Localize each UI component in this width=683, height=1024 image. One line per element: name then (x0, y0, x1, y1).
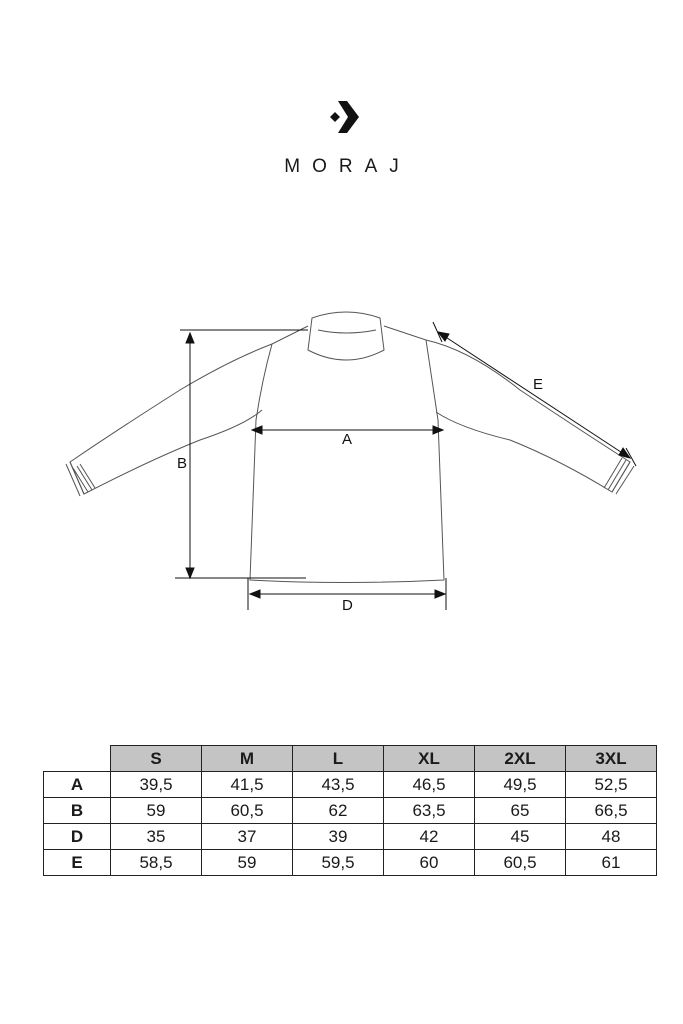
table-cell: 59 (111, 798, 202, 824)
table-row (44, 850, 657, 876)
size-header: M (202, 746, 293, 772)
table-cell: 42 (384, 824, 475, 850)
label-e: E (533, 376, 544, 393)
size-header: 2XL (475, 746, 566, 772)
table-cell: 60,5 (202, 798, 293, 824)
table-cell: 60,5 (475, 850, 566, 876)
table-cell: 49,5 (475, 772, 566, 798)
table-cell: 46,5 (384, 772, 475, 798)
size-table (43, 745, 657, 876)
table-cell: 35 (111, 824, 202, 850)
table-cell: 39 (293, 824, 384, 850)
table-cell: 62 (293, 798, 384, 824)
table-cell: 59,5 (293, 850, 384, 876)
table-cell: 48 (566, 824, 657, 850)
row-label: E (44, 850, 111, 876)
size-table-header (44, 746, 657, 772)
table-cell: 63,5 (384, 798, 475, 824)
moraj-logo-icon (320, 95, 364, 139)
table-cell: 41,5 (202, 772, 293, 798)
brand-name: MORAJ (284, 156, 411, 177)
table-row (44, 824, 657, 850)
sweater-measurement-diagram (0, 300, 683, 630)
row-label: A (44, 772, 111, 798)
table-cell: 45 (475, 824, 566, 850)
size-header: S (111, 746, 202, 772)
table-cell: 52,5 (566, 772, 657, 798)
label-d: D (342, 597, 353, 614)
table-cell: 43,5 (293, 772, 384, 798)
table-row (44, 772, 657, 798)
row-label: B (44, 798, 111, 824)
size-header: XL (384, 746, 475, 772)
header-blank (44, 746, 111, 772)
table-cell: 66,5 (566, 798, 657, 824)
label-b: B (177, 455, 188, 472)
table-cell: 37 (202, 824, 293, 850)
table-cell: 39,5 (111, 772, 202, 798)
table-cell: 65 (475, 798, 566, 824)
brand-logo (0, 95, 683, 139)
size-header: 3XL (566, 746, 657, 772)
size-header: L (293, 746, 384, 772)
table-cell: 61 (566, 850, 657, 876)
table-cell: 58,5 (111, 850, 202, 876)
label-a: A (342, 431, 353, 448)
table-cell: 60 (384, 850, 475, 876)
table-row (44, 798, 657, 824)
row-label: D (44, 824, 111, 850)
table-cell: 59 (202, 850, 293, 876)
